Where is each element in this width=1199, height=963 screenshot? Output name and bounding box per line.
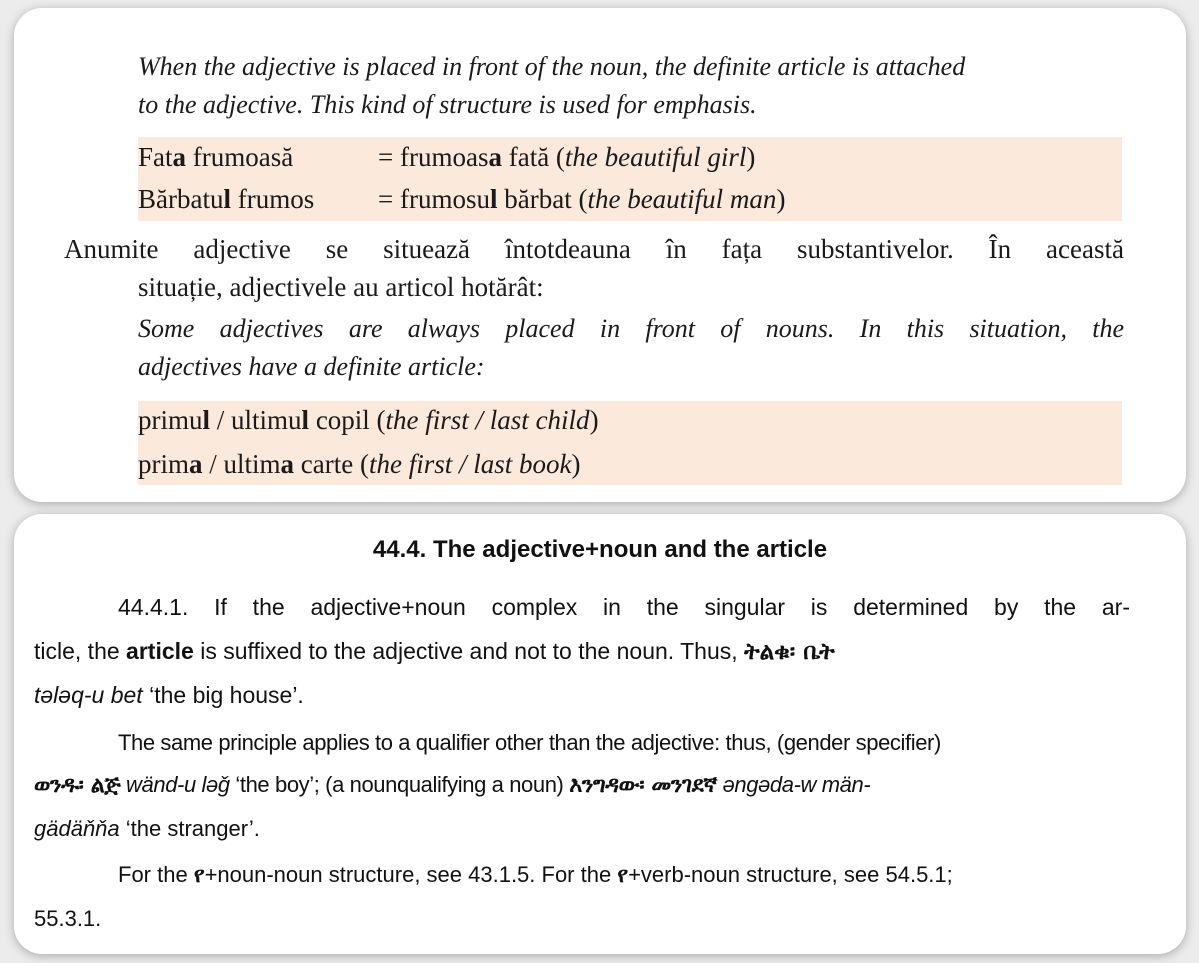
ethiopic-text: እንግዳው፡ መንገደኛ — [569, 773, 717, 798]
p1-line-2: ticle, the article is suffixed to the adjective and not to the noun. Thus, ትልቁ፡ ቤት — [34, 638, 835, 665]
translation-italic-line-2: adjectives have a definite article: — [138, 352, 485, 381]
example-row: prima / ultima carte (the first / last book) — [138, 449, 581, 479]
intro-italic-line-2: to the adjective. This kind of structure is used for emphasis. — [138, 90, 757, 119]
p1-line-3: tələq-u bet ‘the big house’. — [34, 682, 304, 708]
section-heading: 44.4. The adjective+noun and the article — [372, 536, 828, 563]
translation-italic-line-1: Some adjectives are always placed in front of nouns. In this situation, the — [138, 314, 1124, 343]
p3-line-2: 55.3.1. — [34, 906, 102, 931]
romanian-paragraph-line-1: Anumite adjective se situează întotdeauna în fața substantivelor. În această — [64, 234, 1124, 264]
romanian-grammar-card — [14, 8, 1186, 502]
p2-line-2: ወንዱ፡ ልጅ wänd-u ləǧ ‘the boy’; (a nounqualifying a noun) እንግዳው፡ መንገደኛ əngəda-w män- — [34, 772, 871, 798]
p2-line-1: The same principle applies to a qualifier other than the adjective: thus, (gender specifier) — [118, 730, 941, 755]
intro-italic-line-1: When the adjective is placed in front of the noun, the definite article is attached — [138, 52, 966, 81]
amharic-grammar-card — [14, 514, 1186, 954]
intro-italic-paragraph — [138, 48, 1124, 124]
example-row: Bărbatul frumos = frumosul bărbat (the beautiful man) — [138, 184, 786, 214]
p1-line-1: 44.4.1. If the adjective+noun complex in the singular is determined by the ar- — [118, 594, 1130, 620]
ethiopic-text: ወንዱ፡ ልጅ — [34, 773, 121, 798]
example-row: primul / ultimul copil (the first / last child) — [138, 405, 599, 435]
example-row: Fata frumoasă = frumoasa fată (the beautiful girl) — [138, 142, 756, 172]
ethiopic-text: የ — [617, 863, 629, 888]
p2-line-3: gädäňňa ‘the stranger’. — [34, 816, 260, 841]
ethiopic-text: ትልቁ፡ ቤት — [744, 639, 835, 665]
romanian-paragraph-line-2: situație, adjectivele au articol hotărât: — [138, 272, 544, 302]
p3-line-1: For the የ+noun-noun structure, see 43.1.5. For the የ+verb-noun structure, see 54.5.1; — [118, 862, 953, 888]
ethiopic-text: የ — [193, 863, 205, 888]
